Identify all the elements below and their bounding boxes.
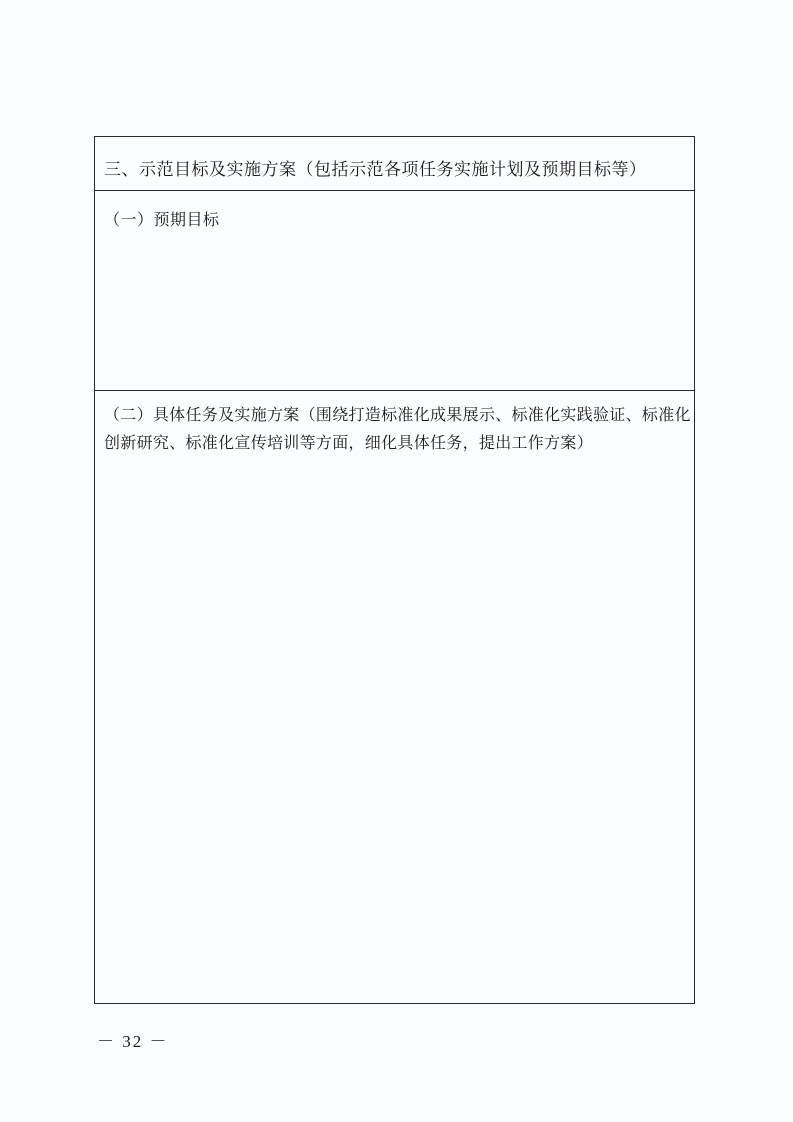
page-number: － 32 －: [97, 1032, 169, 1051]
form-table: [94, 136, 695, 1004]
section-title: 三、示范目标及实施方案（包括示范各项任务实施计划及预期目标等）: [104, 160, 647, 180]
tasks-plan-row: [95, 391, 694, 1003]
expected-goals-label: （一）预期目标: [104, 210, 220, 229]
section-header-row: [95, 137, 694, 191]
tasks-plan-label: （二）具体任务及实施方案（围绕打造标准化成果展示、标准化实践验证、标准化创新研究、标准化宣传培训等方面，细化具体任务，提出工作方案）: [104, 405, 691, 452]
expected-goals-row: [95, 191, 694, 391]
